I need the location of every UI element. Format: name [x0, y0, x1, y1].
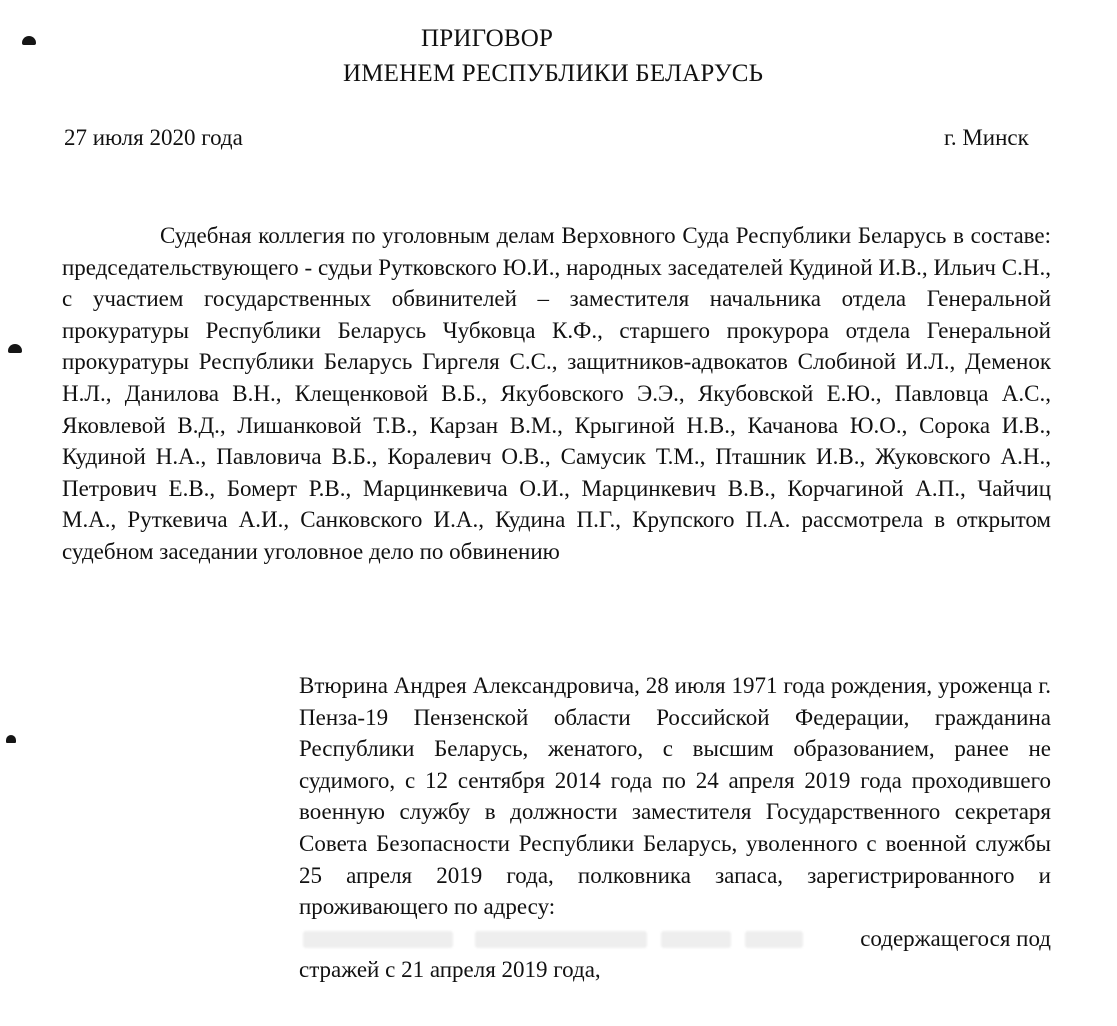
punch-hole-mark — [6, 735, 16, 743]
custody-text-start: содержащегося под — [860, 925, 1051, 951]
document-city: г. Минск — [944, 125, 1029, 150]
punch-hole-mark — [8, 344, 22, 353]
redacted-block — [745, 931, 803, 948]
custody-text-end: стражей с 21 апреля 2019 года, — [299, 957, 601, 983]
redacted-block — [475, 931, 647, 948]
punch-hole-mark — [22, 36, 36, 45]
document-date: 27 июля 2020 года — [64, 125, 243, 150]
accused-description — [299, 670, 1051, 986]
redacted-block — [303, 931, 453, 948]
redacted-address-line — [299, 923, 1051, 955]
redacted-block — [661, 931, 731, 948]
document-subtitle: ИМЕНЕМ РЕСПУБЛИКИ БЕЛАРУСЬ — [343, 60, 764, 87]
accused-details-text: Втюрина Андрея Александровича, 28 июля 1971 года рождения, уроженца г. Пенза-19 Пензенской области Российской Федерации, гражданина Республики Беларусь, женатого, с высшим образованием, ранее не судимого, с 12 сентября 2014 года по 24 апреля 2019 года проходившего военную службу в должности заместителя Государственного секретаря Совета Безопасности Республики Беларусь, уволенного с военной службы 25 апреля 2019 года, полковника запаса, зарегистрированного и проживающего по адресу: — [299, 673, 1051, 920]
document-title: ПРИГОВОР — [421, 25, 554, 52]
court-composition-paragraph: Судебная коллегия по уголовным делам Верховного Суда Республики Беларусь в составе: председательствующего - судьи Рутковского Ю.И., народных заседателей Кудиной И.В., Ильич С.Н., с участием государственных обвинителей – заместителя начальника отдела Генеральной прокуратуры Республики Беларусь Чубковца К.Ф., старшего прокурора отдела Генеральной прокуратуры Республики Беларусь Гиргеля С.С., защитников-адвокатов Слобиной И.Л., Деменок Н.Л., Данилова В.Н., Клещенковой В.Б., Якубовского Э.Э., Якубовской Е.Ю., Павловца А.С., Яковлевой В.Д., Лишанковой Т.В., Карзан В.М., Крыгиной Н.В., Качанова Ю.О., Сорока И.В., Кудиной Н.А., Павловича В.Б., Коралевич О.В., Самусик Т.М., Пташник И.В., Жуковского А.Н., Петрович Е.В., Бомерт Р.В., Марцинкевича О.И., Марцинкевич В.В., Корчагиной А.П., Чайчиц М.А., Руткевича А.И., Санковского И.А., Кудина П.Г., Крупского П.А. рассмотрела в открытом судебном заседании уголовное дело по обвинению — [62, 223, 1051, 564]
